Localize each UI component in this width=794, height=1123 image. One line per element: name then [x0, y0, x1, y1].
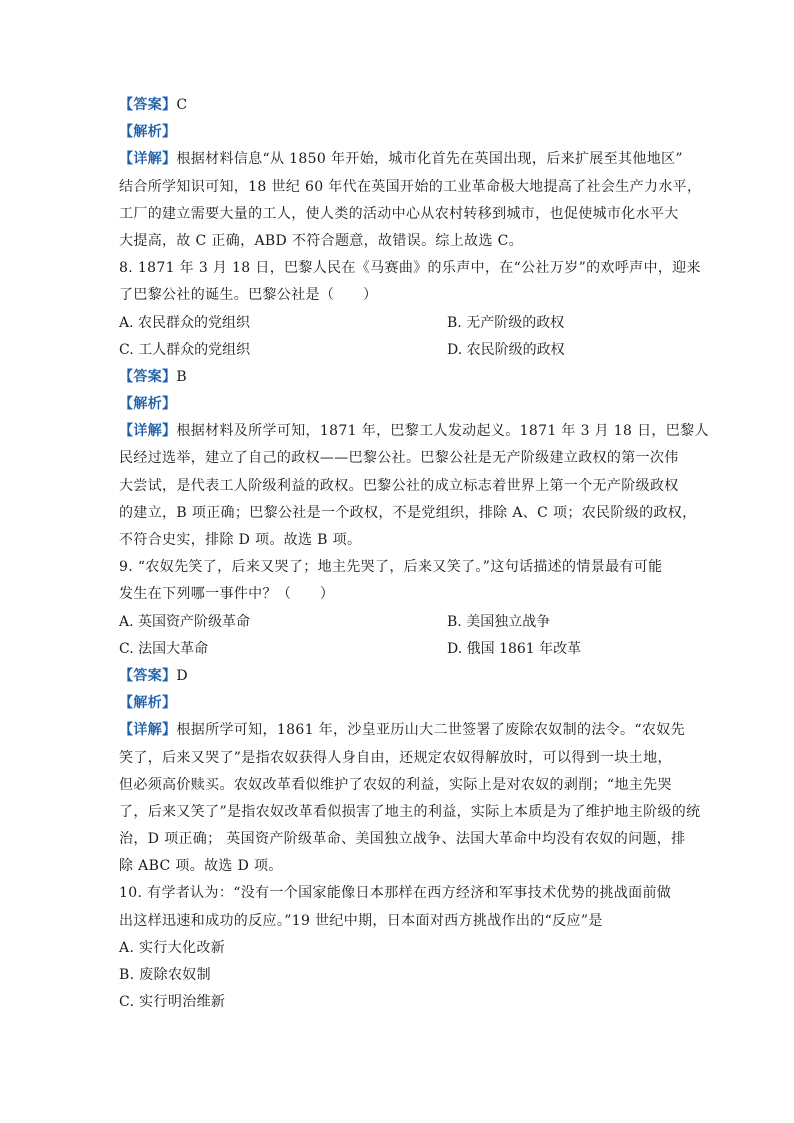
detail-text: 民经过选举，建立了自己的政权——巴黎公社。巴黎公社是无产阶级建立政权的第一次伟: [119, 450, 679, 467]
detail-text: 的建立，B 项正确；巴黎公社是一个政权，不是党组织，排除 A、C 项；农民阶级的政权，: [119, 504, 697, 521]
analysis-tag: 【解析】: [119, 124, 177, 141]
detail-text: 工厂的建立需要大量的工人，使人类的活动中心从农村转移到城市，也促使城市化水平大: [119, 205, 679, 222]
question-stem: 8. 1871 年 3 月 18 日，巴黎人民在《马赛曲》的乐声中，在“公社万岁”的欢呼声中，迎来: [119, 260, 701, 277]
option-b: B. 废除农奴制: [119, 967, 211, 983]
question-stem: 了巴黎公社的诞生。巴黎公社是（ ）: [119, 287, 378, 304]
options-row: [119, 310, 679, 337]
option-c: C. 工人群众的党组织: [119, 341, 251, 358]
analysis-line: [119, 391, 679, 418]
detail-tag: 【详解】: [119, 423, 177, 440]
analysis-line: [119, 119, 679, 146]
option-c: C. 实行明治维新: [119, 994, 226, 1011]
detail-text: 大提高，故 C 正确，ABD 不符合题意，故错误。综上故选 C。: [119, 232, 524, 249]
detail-text: 结合所学知识可知，18 世纪 60 年代在英国开始的工业革命极大地提高了社会生产力水平，: [119, 178, 702, 195]
option-d: D. 俄国 1861 年改革: [447, 640, 582, 657]
answer-value: C: [176, 97, 188, 113]
question-stem: 10. 有学者认为：“没有一个国家能像日本那样在西方经济和军事技术优势的挑战面前做: [119, 885, 672, 902]
detail-line: [119, 418, 709, 445]
option-b: B. 美国独立战争: [447, 613, 551, 630]
answer-line: [119, 364, 679, 391]
option-d: D. 农民阶级的政权: [447, 341, 565, 358]
detail-text: 但必须高价赎买。农奴改革看似维护了农奴的利益，实际上是对农奴的剥削；“地主先哭: [119, 776, 672, 793]
detail-tag: 【详解】: [119, 151, 177, 168]
detail-text: 根据所学可知，1861 年，沙皇亚历山大二世签署了废除农奴制的法令。“农奴先: [176, 722, 685, 739]
option-a: A. 实行大化改新: [119, 939, 226, 956]
detail-text: 笑了，后来又哭了”是指农奴获得人身自由，还规定农奴得解放时，可以得到一块土地，: [119, 749, 672, 766]
detail-text: 了，后来又笑了”是指农奴改革看似损害了地主的利益，实际上本质是为了维护地主阶级的统: [119, 803, 701, 820]
detail-tag: 【详解】: [119, 722, 177, 739]
detail-text: 根据材料及所学可知，1871 年，巴黎工人发动起义。1871 年 3 月 18 日，巴黎人: [176, 423, 709, 440]
detail-line: [119, 146, 683, 173]
answer-tag: 【答案】: [119, 97, 177, 113]
question-stem: 发生在下列哪一事件中？（ ）: [119, 586, 335, 603]
detail-text: 不符合史实，排除 D 项。故选 B 项。: [119, 532, 362, 548]
analysis-line: [119, 690, 679, 717]
detail-text: 根据材料信息“从 1850 年开始，城市化首先在英国出现，后来扩展至其他地区”: [176, 151, 683, 168]
answer-tag: 【答案】: [119, 667, 177, 684]
analysis-tag: 【解析】: [119, 396, 177, 413]
document-page: [119, 92, 709, 1016]
answer-line: [119, 92, 679, 119]
detail-text: 除 ABC 项。故选 D 项。: [119, 858, 283, 875]
option-a: A. 农民群众的党组织: [119, 314, 251, 331]
detail-text: 治，D 项正确； 英国资产阶级革命、美国独立战争、法国大革命中均没有农奴的问题，排: [119, 831, 686, 848]
detail-text: 大尝试，是代表工人阶级利益的政权。巴黎公社的成立标志着世界上第一个无产阶级政权: [119, 477, 679, 494]
answer-line: [119, 663, 679, 690]
question-stem: 9. “农奴先笑了，后来又哭了；地主先哭了，后来又笑了。”这句话描述的情景最有可能: [119, 559, 663, 576]
option-a: A. 英国资产阶级革命: [119, 613, 251, 630]
question-stem: 出这样迅速和成功的反应。”19 世纪中期，日本面对西方挑战作出的“反应”是: [119, 912, 603, 929]
answer-value: D: [176, 667, 188, 684]
answer-tag: 【答案】: [119, 368, 177, 385]
options-row: [119, 337, 679, 364]
analysis-tag: 【解析】: [119, 695, 177, 712]
answer-value: B: [176, 368, 188, 385]
detail-line: [119, 717, 685, 744]
options-row: [119, 609, 679, 636]
options-row: [119, 636, 679, 663]
option-c: C. 法国大革命: [119, 640, 209, 657]
option-b: B. 无产阶级的政权: [447, 314, 565, 331]
